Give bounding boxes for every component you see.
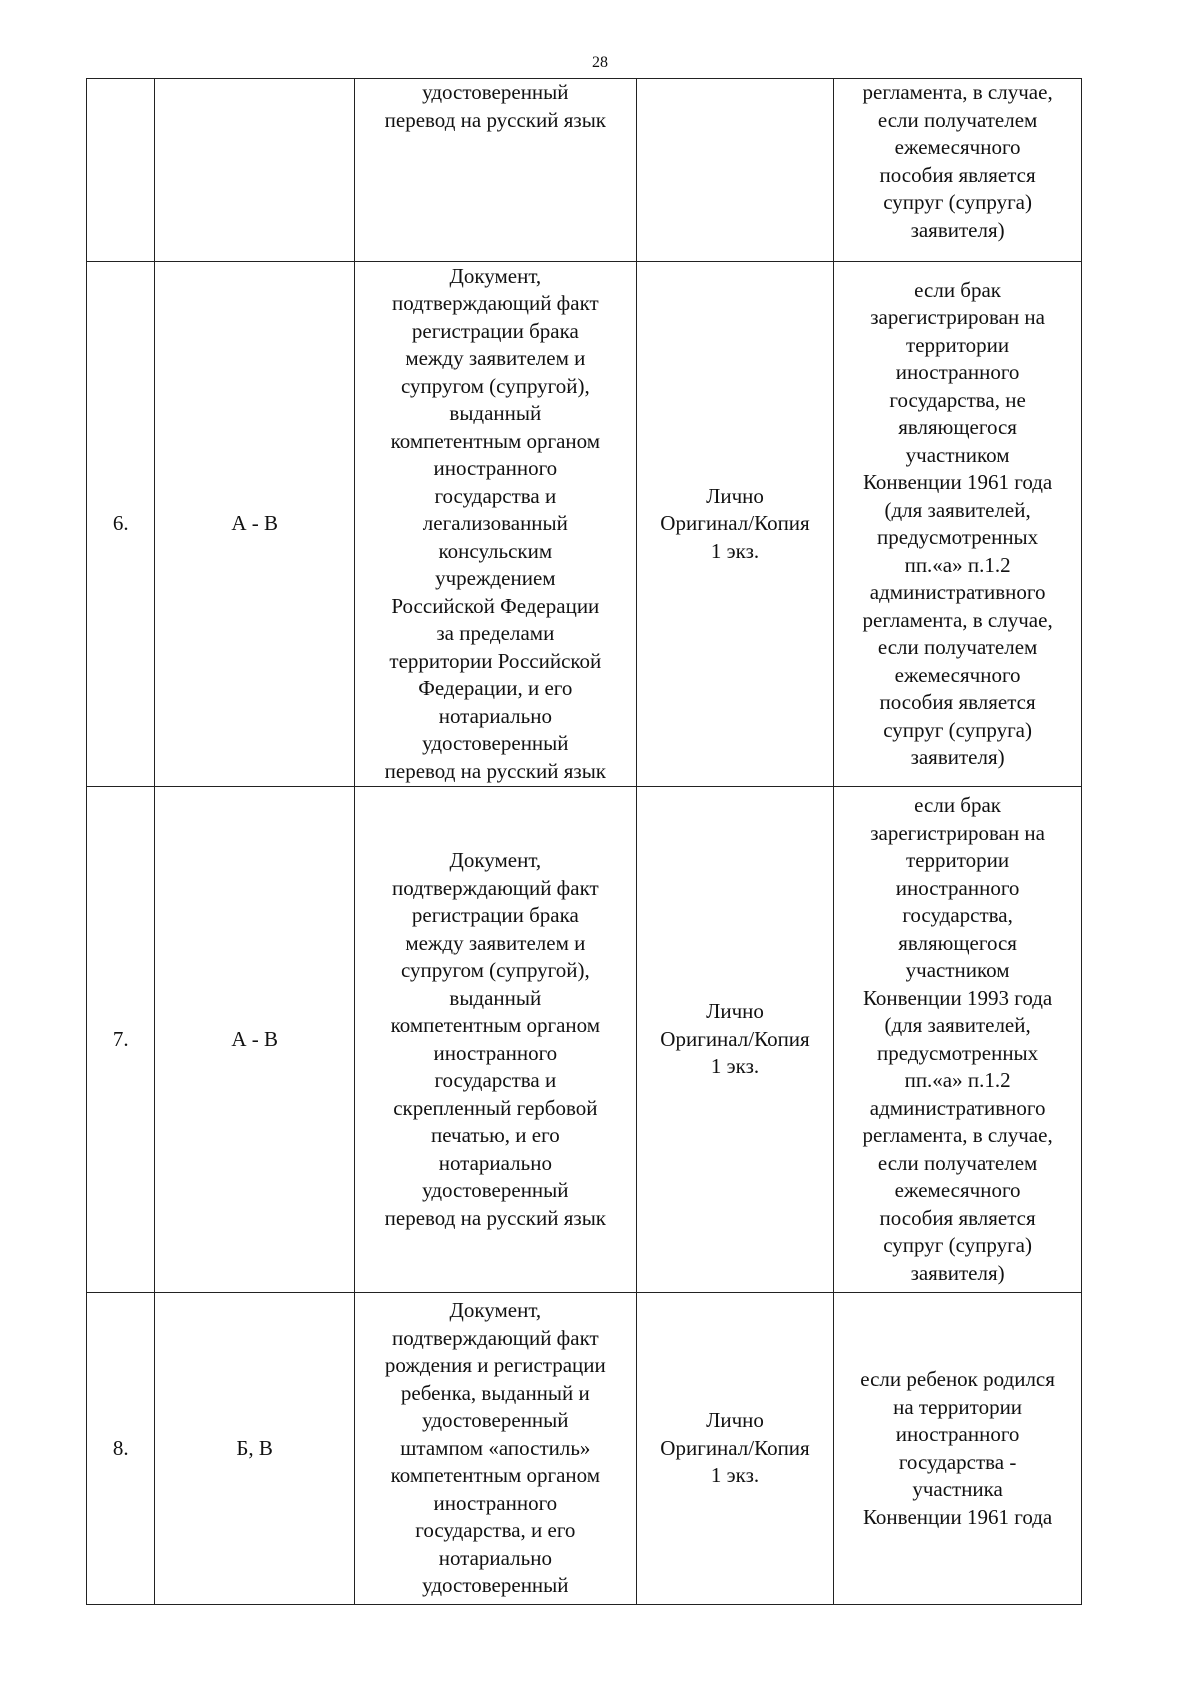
condition-cell: регламента, в случае, если получателем ежемесячного пособия является супруг (супруга) заявителя) [834,79,1082,262]
row-number-cell: 8. [87,1293,155,1605]
submission-cell [636,79,833,262]
condition-cell: если брак зарегистрирован на территории иностранного государства, являющегося участником Конвенции 1993 года (для заявителей, предусмотренных пп.«а» п.1.2 административного регламента, в случае, если получателем ежемесячного пособия является супруг (супруга) заявителя) [834,787,1082,1293]
table-row [87,787,1082,1293]
table-row [87,79,1082,262]
row-number-cell [87,79,155,262]
submission-cell: Лично Оригинал/Копия 1 экз. [636,262,833,787]
condition-cell: если брак зарегистрирован на территории иностранного государства, не являющегося участником Конвенции 1961 года (для заявителей, предусмотренных пп.«а» п.1.2 административного регламента, в случае, если получателем ежемесячного пособия является супруг (супруга) заявителя) [834,262,1082,787]
row-number-cell: 7. [87,787,155,1293]
document-cell: Документ, подтверждающий факт рождения и регистрации ребенка, выданный и удостоверенный штампом «апостиль» компетентным органом иностранного государства, и его нотариально удостоверенный [354,1293,636,1605]
submission-cell: Лично Оригинал/Копия 1 экз. [636,1293,833,1605]
applicant-group-cell: А - В [155,262,354,787]
condition-cell: если ребенок родился на территории иностранного государства - участника Конвенции 1961 года [834,1293,1082,1605]
table-row [87,1293,1082,1605]
document-cell: удостоверенный перевод на русский язык [354,79,636,262]
page-number: 28 [592,54,608,71]
applicant-group-cell: А - В [155,787,354,1293]
applicant-group-cell [155,79,354,262]
row-number-cell: 6. [87,262,155,787]
applicant-group-cell: Б, В [155,1293,354,1605]
documents-table [86,78,1082,1605]
submission-cell: Лично Оригинал/Копия 1 экз. [636,787,833,1293]
document-cell: Документ, подтверждающий факт регистрации брака между заявителем и супругом (супругой), выданный компетентным органом иностранного государства и легализованный консульским учреждением Российской Федерации за пределами территории Российской Федерации, и его нотариально удостоверенный перевод на русский язык [354,262,636,787]
table-row [87,262,1082,787]
document-cell: Документ, подтверждающий факт регистрации брака между заявителем и супругом (супругой), выданный компетентным органом иностранного государства и скрепленный гербовой печатью, и его нотариально удостоверенный перевод на русский язык [354,787,636,1293]
